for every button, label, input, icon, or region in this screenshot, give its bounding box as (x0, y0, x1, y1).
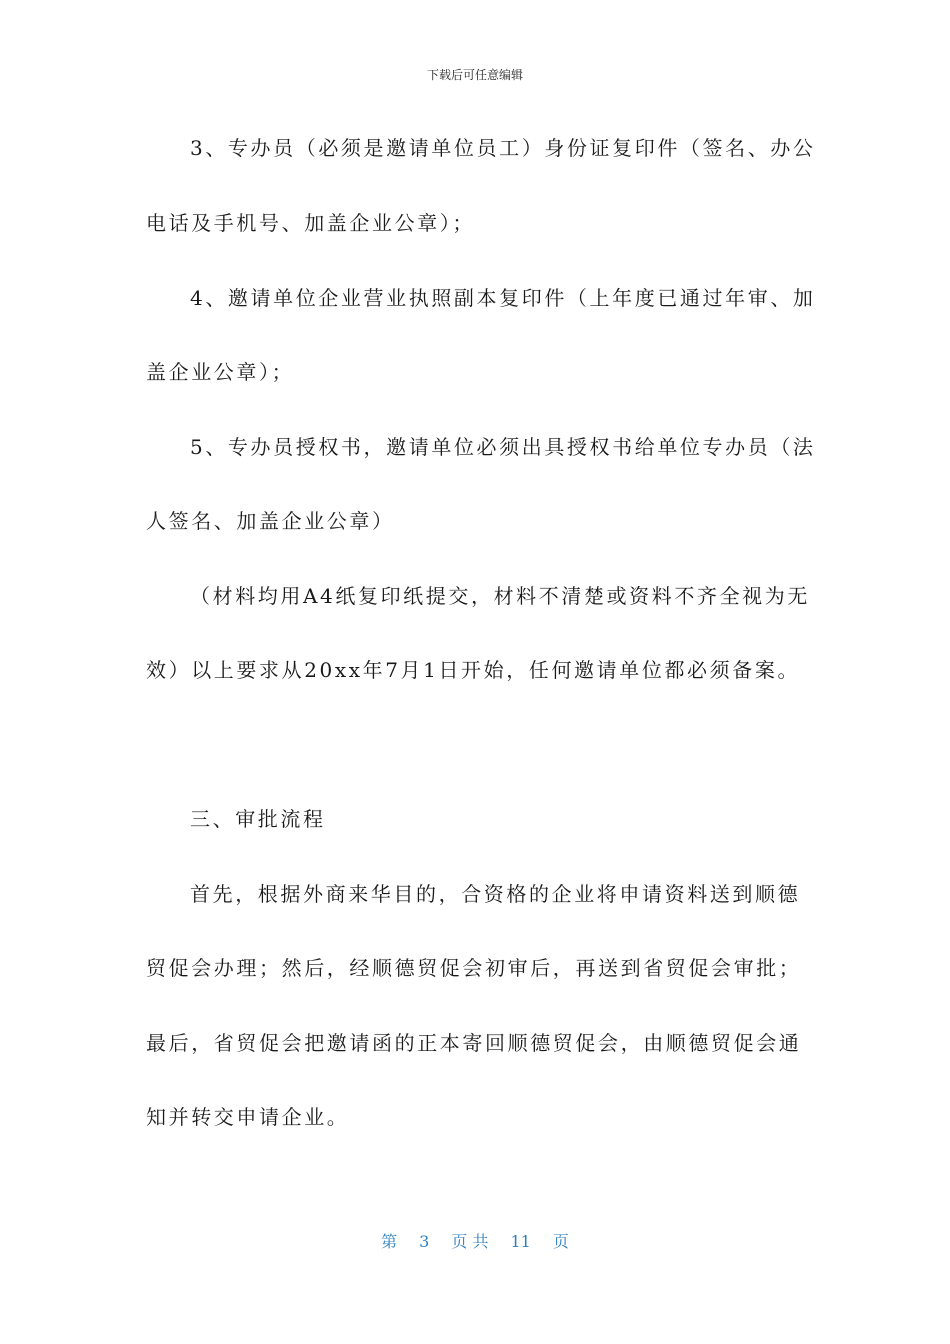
total-page-count: 11 (510, 1232, 531, 1251)
paragraph-line: 效）以上要求从20xx年7月1日开始，任何邀请单位都必须备案。 (146, 658, 801, 682)
paragraph-line: （材料均用A4纸复印纸提交，材料不清楚或资料不齐全视为无 (190, 584, 810, 608)
paragraph-line: 知并转交申请企业。 (146, 1105, 350, 1129)
paragraph-line: 人签名、加盖企业公章） (146, 509, 395, 533)
paragraph-line: 盖企业公章）； (146, 360, 295, 384)
footer-suffix: 页 (552, 1232, 569, 1251)
section-heading: 三、审批流程 (190, 807, 326, 831)
paragraph-line: 4、邀请单位企业营业执照副本复印件（上年度已通过年审、加 (190, 286, 816, 310)
paragraph-line: 5、专办员授权书，邀请单位必须出具授权书给单位专办员（法 (190, 435, 816, 459)
paragraph-line: 电话及手机号、加盖企业公章）； (146, 211, 475, 235)
page-footer (0, 1229, 950, 1252)
paragraph-line: 贸促会办理；然后，经顺德贸促会初审后，再送到省贸促会审批； (146, 956, 802, 980)
paragraph-line: 最后，省贸促会把邀请函的正本寄回顺德贸促会，由顺德贸促会通 (146, 1031, 802, 1055)
footer-middle: 页 共 (451, 1232, 489, 1251)
footer-prefix: 第 (381, 1232, 398, 1251)
paragraph-line: 首先，根据外商来华目的，合资格的企业将申请资料送到顺德 (190, 882, 801, 906)
current-page-number: 3 (419, 1232, 430, 1251)
page-header: 下载后可任意编辑 (426, 68, 523, 82)
paragraph-line: 3、专办员（必须是邀请单位员工）身份证复印件（签名、办公 (190, 136, 816, 160)
